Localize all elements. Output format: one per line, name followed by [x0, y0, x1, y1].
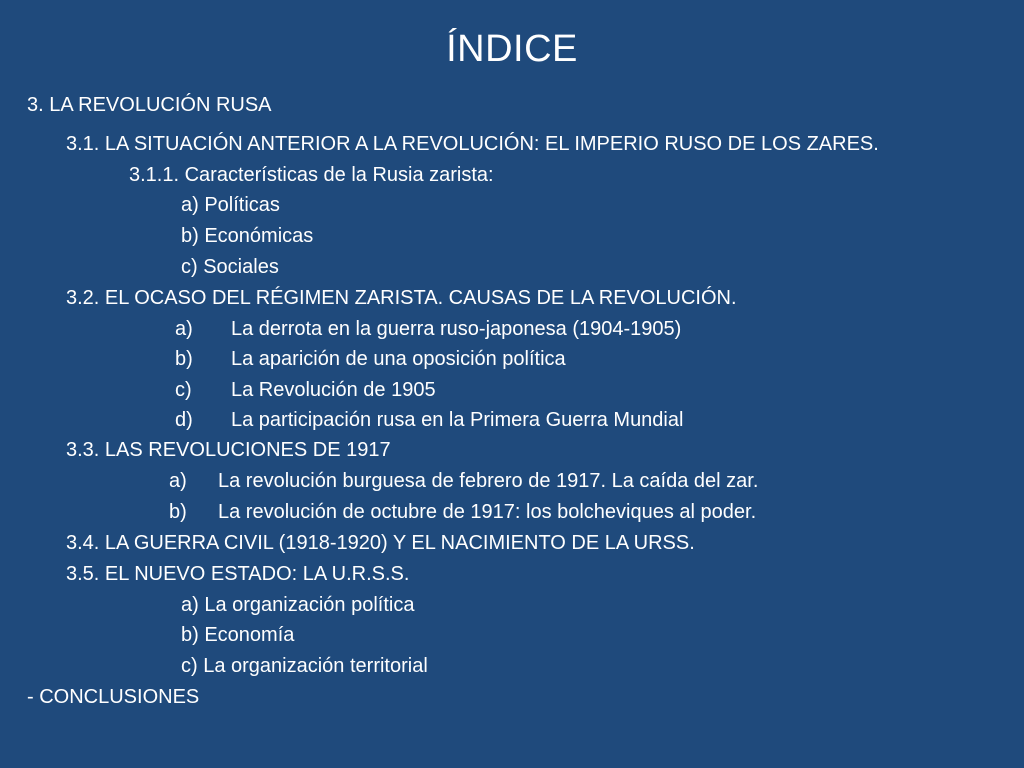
- item-text: La revolución de octubre de 1917: los bolcheviques al poder.: [218, 501, 757, 523]
- item-marker: c): [175, 379, 192, 401]
- section-3-2-item-d: [175, 408, 683, 432]
- section-3-2-item-b: [175, 347, 566, 371]
- item-text: La aparición de una oposición política: [231, 348, 566, 370]
- section-3-5-heading: 3.5. EL NUEVO ESTADO: LA U.R.S.S.: [66, 563, 410, 585]
- section-3-1-1-item-c: c) Sociales: [181, 256, 279, 278]
- item-marker: b): [169, 501, 187, 523]
- item-text: La Revolución de 1905: [231, 379, 436, 401]
- section-3-2-heading: 3.2. EL OCASO DEL RÉGIMEN ZARISTA. CAUSAS DE LA REVOLUCIÓN.: [66, 287, 737, 309]
- conclusions-heading: - CONCLUSIONES: [27, 686, 200, 708]
- slide-title: ÍNDICE: [446, 28, 578, 70]
- item-text: La derrota en la guerra ruso-japonesa (1904-1905): [231, 318, 682, 340]
- chapter-heading: 3. LA REVOLUCIÓN RUSA: [27, 94, 272, 116]
- section-3-5-item-b: b) Economía: [181, 624, 295, 646]
- section-3-1-1-item-a: a) Políticas: [181, 194, 280, 216]
- section-3-1-heading: 3.1. LA SITUACIÓN ANTERIOR A LA REVOLUCIÓN: EL IMPERIO RUSO DE LOS ZARES.: [66, 133, 879, 155]
- section-3-2-item-a: [175, 317, 681, 341]
- section-3-5-item-c: c) La organización territorial: [181, 655, 428, 677]
- item-text: La participación rusa en la Primera Guerra Mundial: [231, 409, 684, 431]
- section-3-4-heading: 3.4. LA GUERRA CIVIL (1918-1920) Y EL NACIMIENTO DE LA URSS.: [66, 532, 695, 554]
- section-3-2-item-c: [175, 378, 436, 402]
- item-marker: d): [175, 409, 193, 431]
- section-3-3-item-a: [169, 469, 758, 493]
- item-marker: b): [175, 348, 193, 370]
- section-3-1-1-heading: 3.1.1. Características de la Rusia zarista:: [129, 164, 494, 186]
- section-3-5-item-a: a) La organización política: [181, 594, 415, 616]
- section-3-1-1-item-b: b) Económicas: [181, 225, 314, 247]
- item-text: La revolución burguesa de febrero de 1917. La caída del zar.: [218, 470, 759, 492]
- item-marker: a): [175, 318, 193, 340]
- item-marker: a): [169, 470, 187, 492]
- section-3-3-heading: 3.3. LAS REVOLUCIONES DE 1917: [66, 439, 391, 461]
- section-3-3-item-b: [169, 500, 756, 524]
